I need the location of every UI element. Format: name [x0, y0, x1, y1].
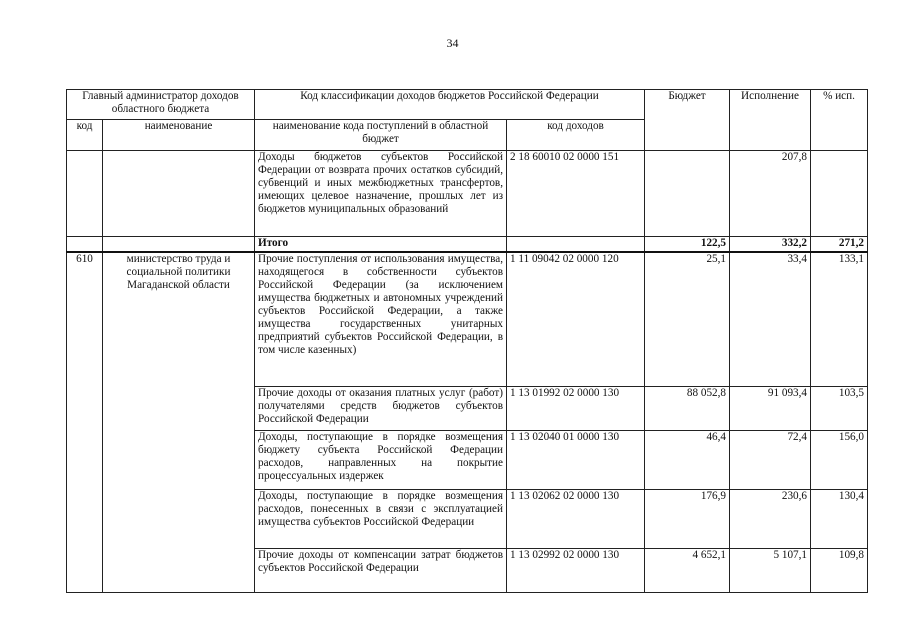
percent-cell: 130,4 [811, 490, 868, 549]
income-code-header: код доходов [507, 120, 645, 151]
execution-cell: 91 093,4 [730, 387, 811, 431]
execution-cell: 33,4 [730, 252, 811, 387]
classification-group-header: Код классификации доходов бюджетов Российской Федерации [255, 90, 645, 120]
total-execution: 332,2 [730, 237, 811, 252]
admin-code-cell [67, 151, 103, 237]
income-name-cell: Прочие доходы от компенсации затрат бюджетов субъектов Российской Федерации [255, 549, 507, 593]
admin-name-cell [103, 151, 255, 237]
percent-cell: 103,5 [811, 387, 868, 431]
percent-cell: 133,1 [811, 252, 868, 387]
execution-cell: 230,6 [730, 490, 811, 549]
header-row-top [67, 90, 868, 120]
execution-header: Исполнение [730, 90, 811, 151]
execution-cell: 5 107,1 [730, 549, 811, 593]
budget-cell: 88 052,8 [645, 387, 730, 431]
income-code-cell: 2 18 60010 02 0000 151 [507, 151, 645, 237]
budget-cell [645, 151, 730, 237]
table-row [67, 252, 868, 387]
total-code-cell [67, 237, 103, 252]
income-name-cell: Доходы, поступающие в порядке возмещения расходов, понесенных в связи с эксплуатацией имущества субъектов Российской Федерации [255, 490, 507, 549]
name-header: наименование [103, 120, 255, 151]
execution-cell: 207,8 [730, 151, 811, 237]
income-code-cell: 1 13 02062 02 0000 130 [507, 490, 645, 549]
admin-code-cell: 610 [67, 252, 103, 593]
total-admin-cell [103, 237, 255, 252]
admin-group-header: Главный администратор доходов областного бюджета [67, 90, 255, 120]
budget-cell: 176,9 [645, 490, 730, 549]
income-name-cell: Прочие доходы от оказания платных услуг (работ) получателями средств бюджетов субъектов Российской Федерации [255, 387, 507, 431]
budget-cell: 46,4 [645, 431, 730, 490]
total-code-blank [507, 237, 645, 252]
income-code-cell: 1 13 01992 02 0000 130 [507, 387, 645, 431]
income-name-cell: Прочие поступления от использования имущества, находящегося в собственности субъектов Российской Федерации (за исключением имущества бюджетных и автономных учреждений субъектов Российской Федерации, а также имущества государственных унитарных предприятий субъектов Российской Федерации, в том числе казенных) [255, 252, 507, 387]
percent-header: % исп. [811, 90, 868, 151]
table-row [67, 151, 868, 237]
income-name-cell: Доходы, поступающие в порядке возмещения бюджету субъекта Российской Федерации расходов, направленных на покрытие процессуальных издержек [255, 431, 507, 490]
income-code-cell: 1 11 09042 02 0000 120 [507, 252, 645, 387]
code-header: код [67, 120, 103, 151]
income-code-cell: 1 13 02040 01 0000 130 [507, 431, 645, 490]
percent-cell: 156,0 [811, 431, 868, 490]
budget-header: Бюджет [645, 90, 730, 151]
income-name-header: наименование кода поступлений в областной бюджет [255, 120, 507, 151]
revenue-table [66, 89, 868, 593]
admin-name-cell: министерство труда и социальной политики Магаданской области [103, 252, 255, 593]
total-budget: 122,5 [645, 237, 730, 252]
percent-cell [811, 151, 868, 237]
percent-cell: 109,8 [811, 549, 868, 593]
page-number: 34 [446, 36, 459, 50]
budget-cell: 25,1 [645, 252, 730, 387]
budget-cell: 4 652,1 [645, 549, 730, 593]
total-percent: 271,2 [811, 237, 868, 252]
execution-cell: 72,4 [730, 431, 811, 490]
total-row [67, 237, 868, 252]
income-name-cell: Доходы бюджетов субъектов Российской Федерации от возврата прочих остатков субсидий, субвенций и иных межбюджетных трансфертов, имеющих целевое назначение, прошлых лет из бюджетов муниципальных образований [255, 151, 507, 237]
income-code-cell: 1 13 02992 02 0000 130 [507, 549, 645, 593]
total-label: Итого [255, 237, 507, 252]
